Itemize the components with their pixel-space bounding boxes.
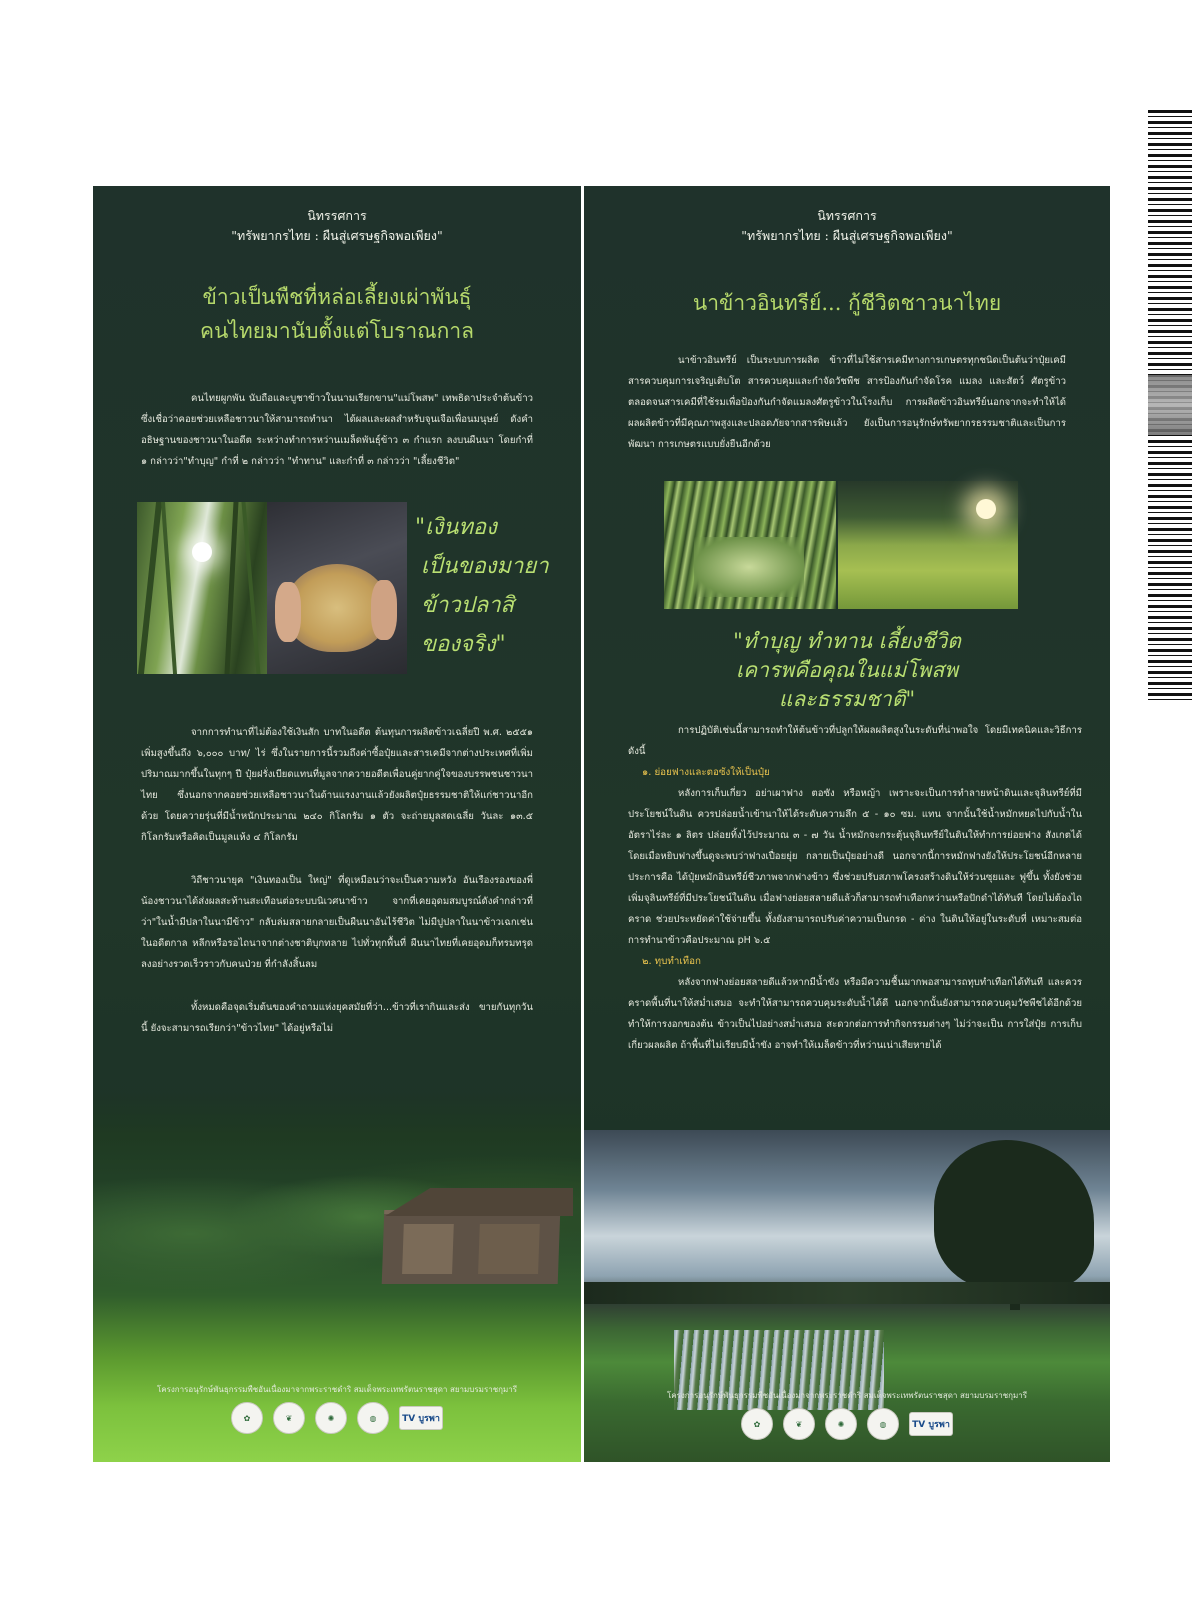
left-exhibition-title: "ทรัพยากรไทย : ผืนสู่เศรษฐกิจพอเพียง" (231, 228, 443, 243)
right-exhibition-label: นิทรรศการ (817, 208, 877, 223)
tv-burapha-logo: TV บูรพา (399, 1406, 443, 1430)
right-quote-line-3: และธรรมชาติ" (778, 687, 916, 711)
left-paragraph-3: วิถีชาวนายุค "เงินทองเป็น ใหญ่" ที่ดูเหมือนว่าจะเป็นความหวัง อันเรืองรองของพี่น้องชาวนาได้ส่งผลสะท้านสะเทือนต่อระบบนิเวศนาข้าว จากที่เคยอุดมสมบูรณ์ดังคำกล่าวที่ว่า"ในน้ำมีปลาในนามีข้าว" กลับล่มสลายกลายเป็นผืนนาอันไร้ชีวิต ไม่มีปูปลาในนาข้าวเฉกเช่นในอดีตกาล หลีกหรือรอไถนาจากต่างชาติบุกทลาย ไปทั่วทุกพื้นที่ ผืนนาไทยที่เคยอุดมก็ทรมทรุดลงอย่างรวดเร็วราวกับคนป่วย ที่กำลังสิ้นลม (141, 875, 533, 970)
rice-stalks-photo (137, 502, 267, 674)
left-panel (93, 186, 581, 1462)
right-exhibition-title: "ทรัพยากรไทย : ผืนสู่เศรษฐกิจพอเพียง" (741, 228, 953, 243)
right-item-2-text: หลังจากฟางย่อยสลายดีแล้วหากมีน้ำขัง หรือมีความชื้นมากพอสามารถทุบทำเทือกได้ทันที และควรคราดพื้นที่นาให้สม่ำเสมอ จะทำให้สามารถควบคุมระดับน้ำได้ดี นอกจากนั้นยังสามารถควบคุมวัชพืชได้อีกด้วย ทำให้การงอกของต้น ข้าวเป็นไปอย่างสม่ำเสมอ สะดวกต่อการทำกิจกรรมต่างๆ ไม่ว่าจะเป็น การใส่ปุ๋ย การเก็บเกี่ยวผลผลิต ถ้าพื้นที่ไม่เรียบมีน้ำขัง อาจทำให้เมล็ดข้าวที่หว่านเน่าเสียหายได้ (628, 977, 1082, 1051)
left-quote-line-3: ข้าวปลาสิ (421, 593, 514, 618)
right-item-1-text: หลังการเก็บเกี่ยว อย่าเผาฟาง ตอซัง หรือหญ้า เพราะจะเป็นการทำลายหน้าดินและจุลินทรีย์ที่มีประโยชน์ในดิน ควรปล่อยน้ำเข้านาให้ได้ระดับความลึก ๕ - ๑๐ ซม. แทน จากนั้นใช้น้ำหมักหยดไปกับน้ำในอัตราไร่ละ ๑ ลิตร ปล่อยทิ้งไว้ประมาณ ๓ - ๗ วัน น้ำหมักจะกระตุ้นจุลินทรีย์ในดินให้ทำการย่อยฟาง สังเกตได้โดยเมื่อหยิบฟางขึ้นดูจะพบว่าฟางเปื่อยยุ่ย กลายเป็นปุ๋ยอย่างดี นอกจากนี้การหมักฟางยังให้ประโยชน์อีกหลายประการคือ ได้ปุ๋ยหมักอินทรีย์ชีวภาพจากฟางข้าว ซึ่งช่วยปรับสภาพโครงสร้างดินให้ร่วนซุยและ ฟูขึ้น ทั้งยังช่วยเพิ่มจุลินทรีย์ที่มีประโยชน์ในดิน เมื่อฟางย่อยสลายดีแล้วก็สามารถทำเทือกหว่านหรือปักดำได้ทันที โดยไม่ต้องไถคราด ช่วยประหยัดค่าใช้จ่ายขึ้น ทั้งยังสามารถปรับค่าความเป็นกรด - ด่าง ในดินให้อยู่ในระดับที่ เหมาะสมต่อการทำนาข้าวคือประมาณ pH ๖.๕ (628, 788, 1082, 946)
left-footer-text: โครงการอนุรักษ์พันธุกรรมพืชอันเนื่องมาจากพระราชดำริ สมเด็จพระเทพรัตนราชสุดา สยามบรมราชกุมารี (156, 1385, 518, 1394)
left-paragraph-4: ทั้งหมดคือจุดเริ่มต้นของคำถามแห่งยุคสมัยที่ว่า...ข้าวที่เรากินและส่ง ขายกันทุกวันนี้ ยังจะสามารถเรียกว่า"ข้าวไทย" ได้อยู่หรือไม่ (141, 1002, 533, 1034)
right-item-1-title: ๑. ย่อยฟางและตอซังให้เป็นปุ๋ย (642, 767, 770, 778)
right-quote-line-2: เคารพคือคุณในแม่โพสพ (735, 658, 959, 682)
left-quote (415, 508, 549, 664)
right-headline: นาข้าวอินทรีย์... กู้ชีวิตชาวนาไทย (692, 291, 1002, 315)
circle-emblem-logo: ✺ (315, 1402, 347, 1434)
right-logo-row (584, 1408, 1110, 1440)
plant-conservation-logo: ❦ (783, 1408, 815, 1440)
organization-logo: ◍ (867, 1408, 899, 1440)
royal-emblem-logo: ✿ (231, 1402, 263, 1434)
rice-seedlings-photo (664, 481, 836, 609)
right-footer-text: โครงการอนุรักษ์พันธุกรรมพืชอันเนื่องมาจากพระราชดำริ สมเด็จพระเทพรัตนราชสุดา สยามบรมราชกุมารี (666, 1391, 1028, 1400)
terraced-field-sunset-photo (838, 481, 1018, 609)
right-paragraph-1: นาข้าวอินทรีย์ เป็นระบบการผลิต ข้าวที่ไม่ใช้สารเคมีทางการเกษตรทุกชนิดเป็นต้นว่าปุ๋ยเคมี สารควบคุมการเจริญเติบโต สารควบคุมและกำจัดวัชพืช สารป้องกันกำจัดโรค แมลง และสัตว์ ศัตรูข้าว ตลอดจนสารเคมีที่ใช้รมเพื่อป้องกันกำจัดแมลงศัตรูข้าวในโรงเก็บ การผลิตข้าวอินทรีย์นอกจากจะทำให้ได้ผลผลิตข้าวที่มีคุณภาพสูงและปลอดภัยจากสารพิษแล้ว ยังเป็นการอนุรักษ์ทรัพยากรธรรมชาติและเป็นการพัฒนา การเกษตรแบบยั่งยืนอีกด้วย (628, 355, 1066, 450)
left-exhibition-header (93, 206, 581, 246)
left-headline (103, 280, 571, 348)
right-panel (584, 186, 1110, 1462)
tv-burapha-logo: TV บูรพา (909, 1412, 953, 1436)
right-item-2-title: ๒. ทุบทำเทือก (642, 956, 701, 967)
left-quote-line-2: เป็นของมายา (421, 554, 549, 579)
wooden-hut (382, 1210, 561, 1284)
left-photo-quote-row (93, 502, 581, 678)
barcode-strip (1148, 110, 1192, 700)
left-paragraph-1: คนไทยผูกพัน นับถือและบูชาข้าวในนามเรียกขาน"แม่โพสพ" เทพธิดาประจำต้นข้าว ซึ่งเชื่อว่าคอยช่วยเหลือชาวนาให้สามารถทำนา ได้ผลและผลสำหรับจุนเจือเพื่อนมนุษย์ ดังคำอธิษฐานของชาวนาในอดีต ระหว่างทำการหว่านเมล็ดพันธุ์ข้าว ๓ กำแรก ลงบนผืนนา โดยกำที่ ๑ กล่าวว่า"ทำบุญ" กำที่ ๒ กล่าวว่า "ทำทาน" และกำที่ ๓ กล่าวว่า "เลี้ยงชีวิต" (141, 393, 533, 467)
left-logo-row (93, 1402, 581, 1434)
rice-field-hut-photo (93, 1092, 581, 1462)
left-quote-line-4: ของจริง" (421, 632, 506, 657)
right-quote-line-1: "ทำบุญ ทำทาน เลี้ยงชีวิต (733, 629, 961, 653)
circle-emblem-logo: ✺ (825, 1408, 857, 1440)
right-intro: การปฏิบัติเช่นนี้สามารถทำให้ต้นข้าวที่ปลูกให้ผลผลิตสูงในระดับที่น่าพอใจ โดยมีเทคนิคและวิธีการดังนี้ (628, 725, 1082, 757)
left-exhibition-label: นิทรรศการ (307, 208, 367, 223)
right-quote (584, 627, 1110, 714)
organization-logo: ◍ (357, 1402, 389, 1434)
royal-emblem-logo: ✿ (741, 1408, 773, 1440)
left-headline-line-1: ข้าวเป็นพืชที่หล่อเลี้ยงเผ่าพันธุ์ (202, 285, 472, 309)
plant-conservation-logo: ❦ (273, 1402, 305, 1434)
hands-holding-rice-photo (267, 502, 407, 674)
right-exhibition-header (584, 206, 1110, 246)
right-photo-row (584, 481, 1110, 611)
left-quote-line-1: "เงินทอง (415, 515, 497, 540)
left-paragraph-2: จากการทำนาที่ไม่ต้องใช้เงินสัก บาทในอดีต ต้นทุนการผลิตข้าวเฉลี่ยปี พ.ศ. ๒๕๕๑ เพิ่มสูงขึ้นถึง ๖,๐๐๐ บาท/ ไร่ ซึ่งในรายการนี้รวมถึงค่าซื้อปุ๋ยและสารเคมีจากต่างประเทศที่เพิ่มปริมาณมากขึ้นในทุกๆ ปี ปุ๋ยฝรั่งเบียดแทนที่มูลจากควายอดีตเพื่อนคู่ยากคู่ใจของบรรพชนชาวนาไทย ซึ่งนอกจากคอยช่วยเหลือชาวนาในด้านแรงงานแล้วยังผลิตปุ๋ยธรรมชาติให้แก่ชาวนาอีกด้วย โดยควายรุ่นที่มีน้ำหนักประมาณ ๒๔๐ กิโลกรัม ๑ ตัว จะถ่ายมูลสดเฉลี่ย วันละ ๑๓.๕ กิโลกรัมหรือคิดเป็นมูลแห้ง ๔ กิโลกรัม (141, 727, 533, 843)
left-headline-line-2: คนไทยมานับตั้งแต่โบราณกาล (199, 319, 475, 343)
flooded-rice-field-photo (584, 1130, 1110, 1462)
